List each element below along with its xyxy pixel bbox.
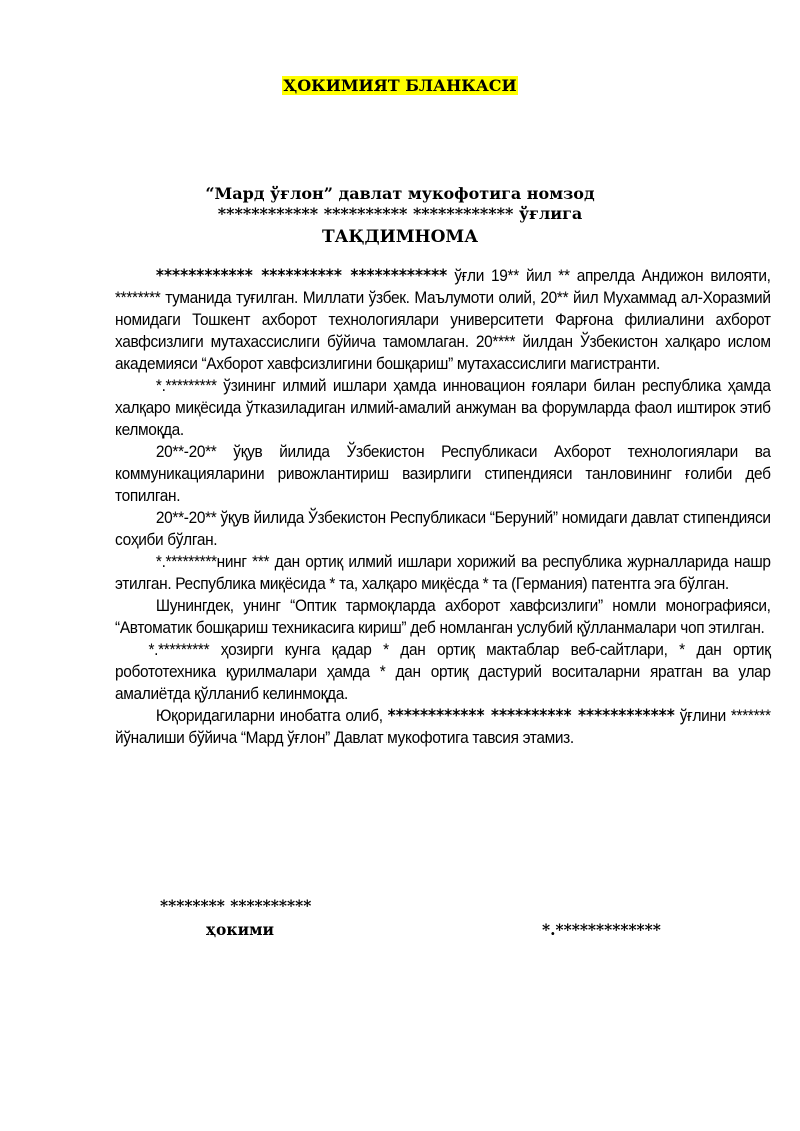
paragraph-scholarship-ministry: 20**-20** ўқув йилида Ўзбекистон Республикаси Ахборот технологиялари ва коммуникацияларини ривожлантириш вазирлиги стипендияси танловининг ғолиби деб топилган. bbox=[115, 442, 771, 505]
recommendation-text-after: ўғлини ******* йўналиши бўйича “Мард ўғлон” Давлат мукофотига тавсия этамиз. bbox=[115, 706, 771, 747]
paragraph-publications: *.*********нинг *** дан ортиқ илмий ишлари хорижий ва республика журналларида нашр этилган. Республика миқёсида * та, халқаро миқёсда * та (Германия) патентга эга бўлган. bbox=[115, 552, 771, 593]
document-body bbox=[115, 265, 771, 749]
document-title: ТАҚДИМНОМА bbox=[321, 227, 479, 247]
nominee-name: ************ ********** ************ bbox=[155, 266, 448, 285]
signatory-district: ******** ********** bbox=[160, 896, 312, 915]
paragraph-recommendation bbox=[115, 705, 771, 749]
paragraph-activity: *.********* ўзининг илмий ишлари ҳамда инновацион ғоялари билан республика ҳамда халқаро миқёсида ўтказиладиган илмий-амалий анжуман ва форумларда фаол иштирок этиб келмоқда. bbox=[115, 376, 771, 439]
paragraph-biography bbox=[115, 265, 771, 375]
nomination-line: “Мард ўғлон” давлат мукофотига номзод bbox=[205, 184, 595, 203]
recommendation-text-before: Юқоридагиларни инобатга олиб, bbox=[155, 706, 388, 725]
letterhead bbox=[0, 74, 800, 98]
paragraph-scholarship-beruniy: 20**-20** ўқув йилида Ўзбекистон Республикаси “Беруний” номидаги давлат стипендияси соҳиби бўлган. bbox=[115, 508, 771, 549]
biography-text: ўғли 19** йил ** апрелда Андижон вилояти, ******** туманида туғилган. Миллати ўзбек. Маълумоти олий, 20** йил Мухаммад ал-Хоразмий номидаги Тошкент ахборот технологиялари университети Фарғона филиалини ахборот хавфсизлиги мутахассислиги бўйича тамомлаган. 20**** йилдан Ўзбекистон халқаро ислом академияси “Ахборот хавфсизлигини бошқариш” мутахассислиги магистранти. bbox=[115, 266, 771, 373]
nominee-line: ************ ********** ************ ўғлига bbox=[217, 204, 583, 223]
paragraph-projects: *.********* ҳозирги кунга қадар * дан ортиқ мактаблар веб-сайтлари, * дан ортиқ робототехника қурилмалари ҳамда * дан ортиқ дастурий воситаларни яратган ва улар амалиётда қўлланиб келинмоқда. bbox=[115, 640, 771, 703]
paragraph-monograph: Шунингдек, унинг “Оптик тармоқларда ахборот хавфсизлиги” номли монографияси, “Автоматик бошқариш техникасига кириш” деб номланган услубий қўлланмалари чоп этилган. bbox=[115, 596, 771, 637]
nominee-name-repeat: ************ ********** ************ bbox=[387, 706, 675, 725]
title-block bbox=[0, 184, 800, 250]
signatory-title: ҳокими bbox=[206, 920, 275, 939]
signatory-name: *.************* bbox=[542, 920, 661, 939]
letterhead-highlight: ҲОКИМИЯТ БЛАНКАСИ bbox=[283, 76, 517, 95]
